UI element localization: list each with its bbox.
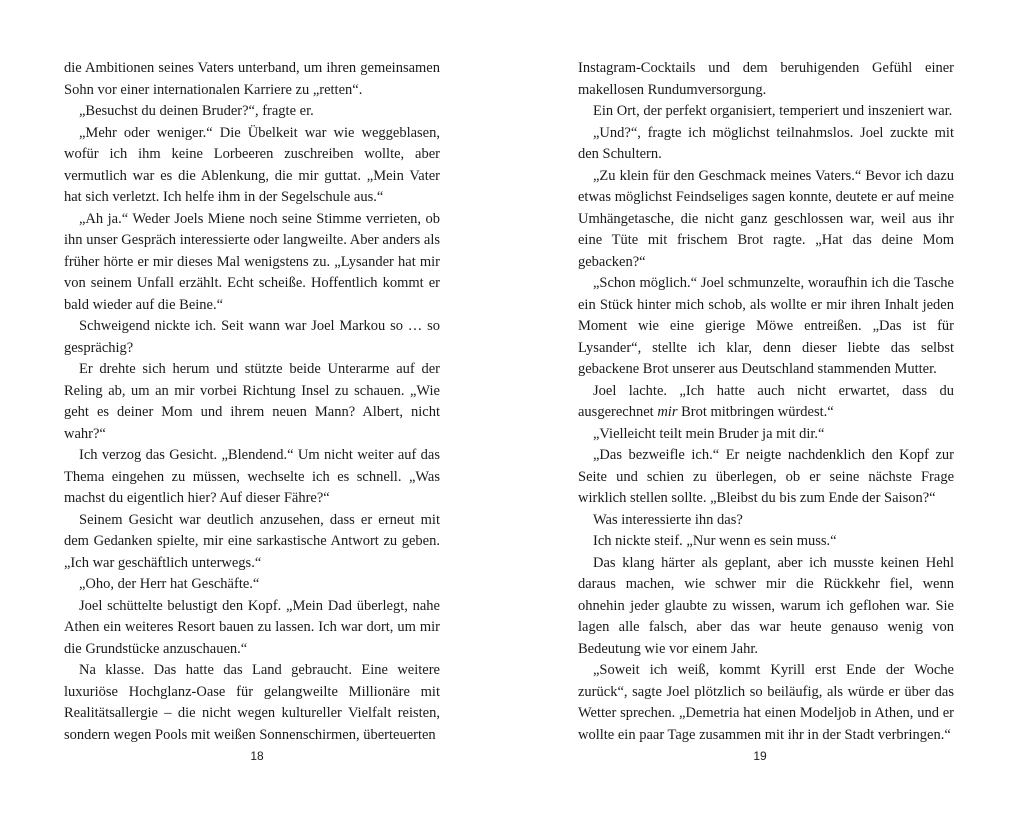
paragraph: Ich verzog das Gesicht. „Blendend.“ Um nicht weiter auf das Thema eingehen zu müssen, wechselte ich es schnell. „Was machst du eigentlich hier? Auf dieser Fähre?“	[64, 447, 440, 506]
right-page	[578, 58, 954, 746]
paragraph: Schweigend nickte ich. Seit wann war Joel Markou so … so gesprächig?	[64, 318, 440, 356]
paragraph: „Das bezweifle ich.“ Er neigte nachdenklich den Kopf zur Seite und schien zu überlegen, ob er seine nächste Frage wirklich stellen sollte. „Bleibst du bis zum Ende der Saison?“	[578, 447, 954, 506]
page-number-left: 18	[250, 749, 264, 763]
paragraph-text: Joel lachte. „Ich hatte auch nicht erwartet, dass du ausgerechnet	[578, 382, 954, 420]
paragraph: „Zu klein für den Geschmack meines Vaters.“ Bevor ich dazu etwas möglichst Feindseliges sagen konnte, deutete er auf meine Umhängetasche, die nicht ganz geschlossen war, weil aus ihr eine Tüte mit frischem Brot ragte. „Hat das deine Mom gebacken?“	[578, 167, 954, 270]
paragraph: „Und?“, fragte ich möglichst teilnahmslos. Joel zuckte mit den Schultern.	[578, 124, 954, 162]
paragraph: „Soweit ich weiß, kommt Kyrill erst Ende der Woche zurück“, sagte Joel plötzlich so beiläufig, als würde er über das Wetter sprechen. „Demetria hat einen Modeljob in Athen, und er wollte ein paar Tage zusammen mit ihr in der Stadt verbringen.“	[578, 662, 954, 743]
paragraph: Na klasse. Das hatte das Land gebraucht. Eine weitere luxuriöse Hochglanz-Oase für gelangweilte Millionäre mit Realitätsallergie – die nicht wegen kultureller Vielfalt reisten, sondern wegen Pools mit weißen Sonnenschirmen, überteuerten	[64, 662, 440, 743]
paragraph-text: Brot mitbringen würdest.“	[677, 404, 834, 420]
paragraph: „Vielleicht teilt mein Bruder ja mit dir.“	[593, 425, 825, 442]
paragraph: „Mehr oder weniger.“ Die Übelkeit war wie weggeblasen, wofür ich ihm keine Lorbeeren zuschreiben wollte, aber vermutlich war es die Ablenkung, die mir guttat. „Mein Vater hat sich verletzt. Ich helfe ihm in der Segelschule aus.“	[64, 124, 440, 205]
paragraph: „Besuchst du deinen Bruder?“, fragte er.	[79, 103, 314, 119]
paragraph: Ich nickte steif. „Nur wenn es sein muss.“	[593, 533, 837, 549]
paragraph: Seinem Gesicht war deutlich anzusehen, dass er erneut mit dem Gedanken spielte, mir eine sarkastische Antwort zu geben. „Ich war geschäftlich unterwegs.“	[64, 511, 440, 571]
paragraph: Was interessierte ihn das?	[593, 511, 743, 528]
paragraph: Ein Ort, der perfekt organisiert, temperiert und inszeniert war.	[593, 103, 953, 119]
emphasis-text: mir	[657, 404, 678, 420]
paragraph: „Ah ja.“ Weder Joels Miene noch seine Stimme verrieten, ob ihn unser Gespräch interessierte oder langweilte. Aber anders als früher hörte er mir dieses Mal wenigstens zu. „Lysander hat mir von seinem Unfall erzählt. Echt scheiße. Hoffentlich kommt er bald wieder auf die Beine.“	[64, 210, 440, 313]
paragraph: „Oho, der Herr hat Geschäfte.“	[79, 576, 260, 592]
page-number-right: 19	[753, 749, 767, 763]
paragraph: „Schon möglich.“ Joel schmunzelte, woraufhin ich die Tasche ein Stück hinter mich schob, als wollte er mir ihren Inhalt jeden Moment wie eine gierige Möwe entreißen. „Das ist für Lysander“, stellte ich klar, denn dieser liebte das selbst gebackene Brot unserer aus Deutschland stammenden Mutter.	[578, 275, 954, 377]
paragraph: Das klang härter als geplant, aber ich musste keinen Hehl daraus machen, wie schwer mir die Rückkehr fiel, wenn ohnehin jeder glaubte zu wissen, warum ich geflohen war. Sie lagen alle falsch, aber das war heute genauso wenig von Bedeutung wie vor einem Jahr.	[578, 554, 954, 657]
paragraph: Joel schüttelte belustigt den Kopf. „Mein Dad überlegt, nahe Athen ein weiteres Resort bauen zu lassen. Ich war dort, um mir die Grundstücke anzuschauen.“	[64, 597, 440, 657]
paragraph: Instagram-Cocktails und dem beruhigenden Gefühl einer makellosen Rundumversorgung.	[578, 60, 954, 98]
paragraph	[578, 381, 954, 424]
left-page	[64, 58, 440, 746]
paragraph: Er drehte sich herum und stützte beide Unterarme auf der Reling ab, um an mir vorbei Richtung Insel zu schauen. „Wie geht es deiner Mom und ihrem neuen Mann? Albert, nicht wahr?“	[64, 361, 440, 442]
paragraph: die Ambitionen seines Vaters unterband, um ihren gemeinsamen Sohn vor einer internationalen Karriere zu „retten“.	[64, 60, 440, 98]
